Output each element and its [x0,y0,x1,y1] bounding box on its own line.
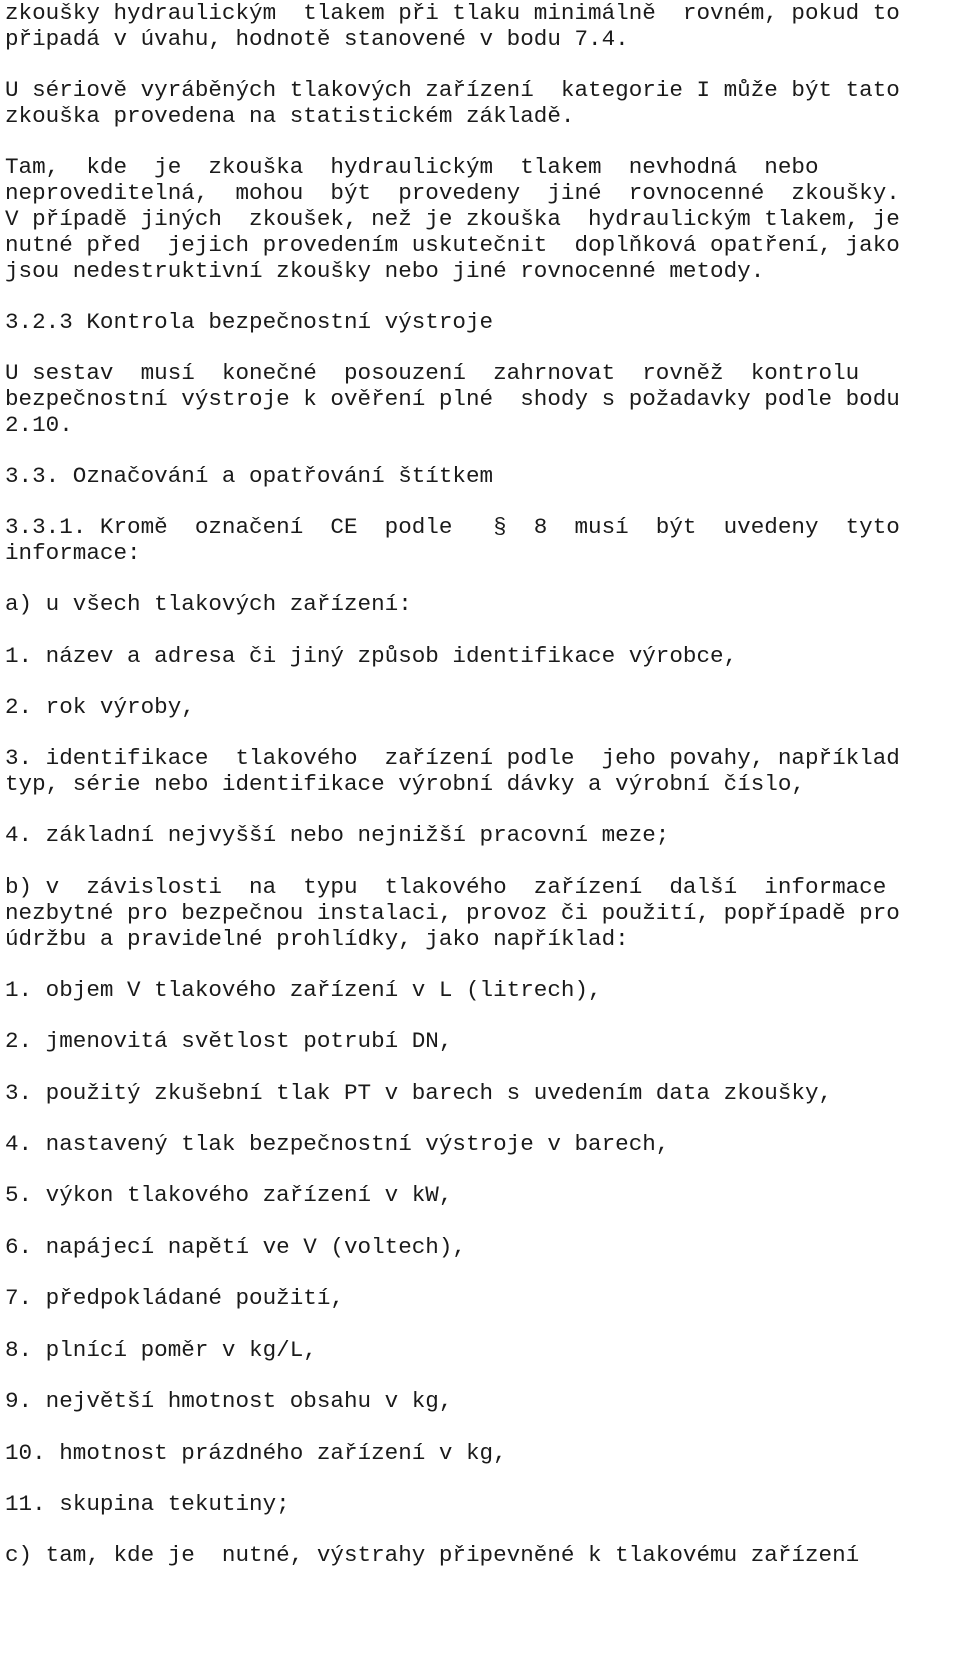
text-line: zkouška provedena na statistickém základě. [5,103,575,129]
text-line: nutné před jejich provedením uskutečnit doplňková opatření, jako [5,232,900,258]
list-heading: nezbytné pro bezpečnou instalaci, provoz či použití, popřípadě pro [5,900,900,926]
text-line: V případě jiných zkoušek, než je zkouška hydraulickým tlakem, je [5,206,900,232]
list-heading: údržbu a pravidelné prohlídky, jako například: [5,926,629,952]
list-item: 5. výkon tlakového zařízení v kW, [5,1182,453,1208]
list-heading: c) tam, kde je nutné, výstrahy připevněné k tlakovému zařízení [5,1542,860,1568]
text-line: jsou nedestruktivní zkoušky nebo jiné rovnocenné metody. [5,258,765,284]
text-line: připadá v úvahu, hodnotě stanovené v bodu 7.4. [5,26,629,52]
text-line: zkoušky hydraulickým tlakem při tlaku minimálně rovném, pokud to [5,0,900,26]
list-item: 7. předpokládané použití, [5,1285,344,1311]
list-item: 2. jmenovitá světlost potrubí DN, [5,1028,453,1054]
list-heading: a) u všech tlakových zařízení: [5,591,412,617]
list-item: typ, série nebo identifikace výrobní dávky a výrobní číslo, [5,771,805,797]
list-item: 6. napájecí napětí ve V (voltech), [5,1234,466,1260]
text-line: bezpečnostní výstroje k ověření plné shody s požadavky podle bodu [5,386,900,412]
list-item: 11. skupina tekutiny; [5,1491,290,1517]
text-line: 2.10. [5,412,73,438]
list-item: 1. objem V tlakového zařízení v L (litrech), [5,977,602,1003]
list-heading: b) v závislosti na typu tlakového zařízení další informace [5,874,887,900]
text-line: neproveditelná, mohou být provedeny jiné rovnocenné zkoušky. [5,180,900,206]
section-heading: 3.2.3 Kontrola bezpečnostní výstroje [5,309,494,335]
list-item: 3. použitý zkušební tlak PT v barech s uvedením data zkoušky, [5,1080,833,1106]
text-line: Tam, kde je zkouška hydraulickým tlakem nevhodná nebo [5,154,819,180]
section-heading: 3.3. Označování a opatřování štítkem [5,463,494,489]
list-item: 4. základní nejvyšší nebo nejnižší pracovní meze; [5,822,670,848]
list-item: 9. největší hmotnost obsahu v kg, [5,1388,453,1414]
text-line: informace: [5,540,141,566]
list-item: 4. nastavený tlak bezpečnostní výstroje v barech, [5,1131,670,1157]
list-item: 3. identifikace tlakového zařízení podle jeho povahy, například [5,745,900,771]
list-item: 10. hmotnost prázdného zařízení v kg, [5,1440,507,1466]
text-line: U sestav musí konečné posouzení zahrnovat rovněž kontrolu [5,360,860,386]
text-line: 3.3.1. Kromě označení CE podle § 8 musí být uvedeny tyto [5,514,900,540]
text-line: U sériově vyráběných tlakových zařízení kategorie I může být tato [5,77,900,103]
list-item: 2. rok výroby, [5,694,195,720]
list-item: 8. plnící poměr v kg/L, [5,1337,317,1363]
list-item: 1. název a adresa či jiný způsob identifikace výrobce, [5,643,738,669]
